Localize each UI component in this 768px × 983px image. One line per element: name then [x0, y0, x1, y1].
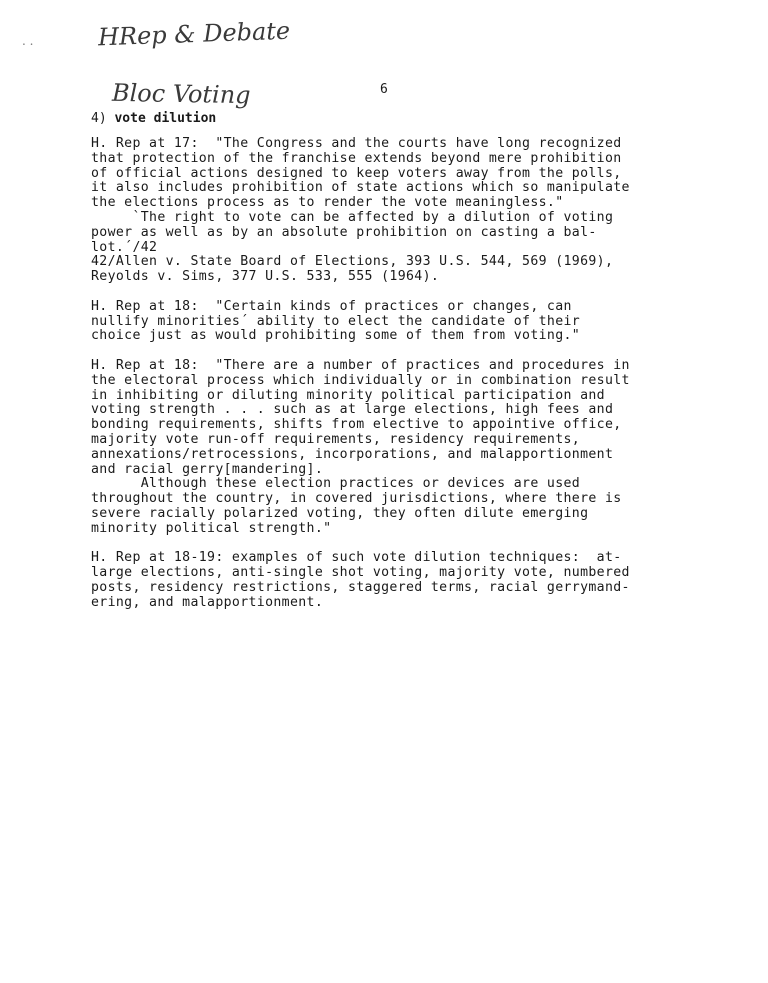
section-number: 4) — [91, 111, 107, 126]
paragraph-gap — [91, 344, 681, 359]
text-line: posts, residency restrictions, staggered terms, racial gerrymand- — [91, 579, 630, 595]
page-number: 6 — [380, 82, 388, 97]
text-line: power as well as by an absolute prohibition on casting a bal- — [91, 224, 597, 240]
section-heading — [91, 111, 216, 126]
text-line: voting strength . . . such as at large elections, high fees and — [91, 402, 614, 418]
text-line: ering, and malapportionment. — [91, 594, 324, 610]
text-line: 42/Allen v. State Board of Elections, 393 U.S. 544, 569 (1969), — [91, 254, 614, 270]
text-line: lot.´/42 — [91, 239, 158, 255]
handwritten-top-note: HRep & Debate — [97, 16, 291, 52]
text-line: nullify minorities´ ability to elect the candidate of their — [91, 313, 581, 329]
text-line: `The right to vote can be affected by a dilution of voting — [91, 209, 614, 225]
paragraph — [91, 137, 681, 285]
text-line: H. Rep at 18-19: examples of such vote dilution techniques: at- — [91, 550, 622, 566]
text-line: that protection of the franchise extends beyond mere prohibition — [91, 150, 622, 166]
text-line: it also includes prohibition of state actions which so manipulate — [91, 180, 630, 196]
paragraph — [91, 300, 681, 344]
text-line: throughout the country, in covered jurisdictions, where there is — [91, 491, 622, 507]
text-line: and racial gerry[mandering]. — [91, 461, 324, 477]
text-line: choice just as would prohibiting some of them from voting." — [91, 328, 581, 344]
paragraph-gap — [91, 537, 681, 552]
paragraph — [91, 359, 681, 537]
paragraph-gap — [91, 285, 681, 300]
text-line: Although these election practices or devices are used — [91, 476, 581, 492]
text-line: H. Rep at 17: "The Congress and the courts have long recognized — [91, 136, 622, 151]
text-line: annexations/retrocessions, incorporations, and malapportionment — [91, 446, 614, 462]
text-line: in inhibiting or diluting minority political participation and — [91, 387, 605, 403]
text-line: bonding requirements, shifts from elective to appointive office, — [91, 417, 622, 433]
text-line: large elections, anti-single shot voting, majority vote, numbered — [91, 565, 630, 581]
text-line: minority political strength." — [91, 520, 332, 536]
text-line: majority vote run-off requirements, residency requirements, — [91, 431, 581, 447]
text-line: the elections process as to render the vote meaningless." — [91, 195, 564, 211]
text-line: severe racially polarized voting, they often dilute emerging — [91, 505, 589, 521]
body-text — [91, 137, 681, 611]
handwritten-heading-note: Bloc Voting — [111, 78, 251, 110]
text-line: the electoral process which individually or in combination result — [91, 372, 630, 388]
paragraph — [91, 551, 681, 610]
text-line: H. Rep at 18: "There are a number of practices and procedures in — [91, 357, 630, 373]
handwritten-margin-marks: . . — [22, 34, 34, 48]
section-title: vote dilution — [114, 111, 217, 126]
text-line: Reyolds v. Sims, 377 U.S. 533, 555 (1964). — [91, 269, 440, 285]
text-line: of official actions designed to keep voters away from the polls, — [91, 165, 622, 181]
text-line: H. Rep at 18: "Certain kinds of practices or changes, can — [91, 298, 572, 314]
